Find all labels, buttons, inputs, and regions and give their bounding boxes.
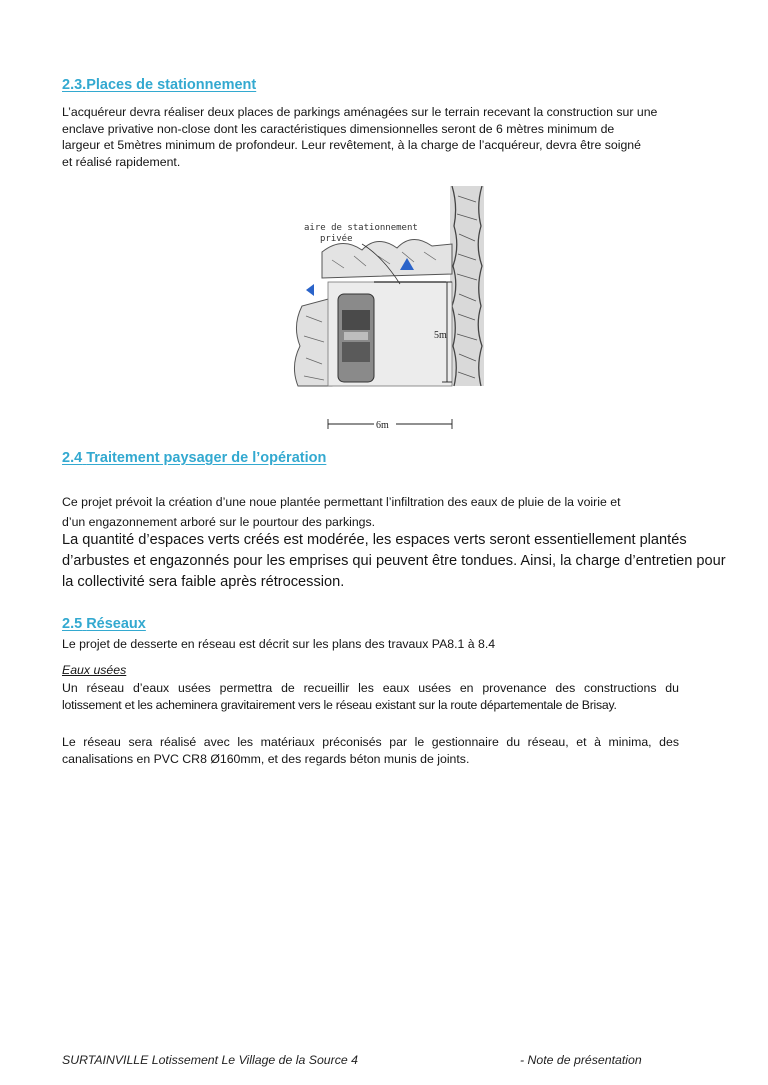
paragraph-line: Ce projet prévoit la création d’une noue plantée permettant l’infiltration des eaux de pluie de la voirie et (62, 495, 621, 509)
paragraph-line: la collectivité sera faible après rétrocession. (62, 574, 345, 590)
hedge-top (322, 239, 452, 278)
section-25-number: 2.5 (62, 616, 83, 632)
paragraph-line: L’acquéreur devra réaliser deux places de parkings aménagées sur le terrain recevant la construction sur une (62, 105, 658, 119)
paragraph-line: et réalisé rapidement. (62, 154, 181, 169)
section-24-paragraph-2 (62, 530, 732, 593)
paragraph-line: d’arbustes et engazonnés pour les emprises qui peuvent être tondues. Ainsi, la charge d’entretien pour (62, 553, 726, 569)
section-24-number: 2.4 (62, 450, 83, 466)
section-25-title: Réseaux (86, 616, 146, 632)
paragraph-line: lotissement et les acheminera gravitairement vers le réseau existant sur la route départementale de Brisay. (62, 697, 617, 712)
width-dimension-label: 6m (376, 420, 389, 430)
car-icon (338, 294, 374, 382)
depth-dimension-label: 5m (434, 330, 447, 341)
paragraph-line: La quantité d’espaces verts créés est modérée, les espaces verts seront essentiellement plantés (62, 532, 687, 548)
figure-label-line1: aire de stationnement (304, 223, 418, 233)
paragraph-line: canalisations en PVC CR8 Ø160mm, et des regards béton munis de joints. (62, 751, 470, 766)
section-25-intro: Le projet de desserte en réseau est décrit sur les plans des travaux PA8.1 à 8.4 (62, 637, 496, 651)
parking-sketch-figure (262, 186, 500, 430)
paragraph-line: Le réseau sera réalisé avec les matériaux préconisés par le gestionnaire du réseau, et à minima, des (62, 735, 679, 749)
section-23-heading (62, 76, 256, 94)
section-25-paragraph-1 (62, 680, 679, 713)
section-23-number: 2.3. (62, 77, 87, 93)
section-24-paragraph-1 (62, 492, 722, 532)
section-23-paragraph (62, 104, 722, 170)
figure-label-line2: privée (320, 234, 353, 244)
hedge-right (450, 186, 484, 386)
footer-left: SURTAINVILLE Lotissement Le Village de la Source 4 (62, 1053, 358, 1067)
section-25-subheading: Eaux usées (62, 663, 127, 677)
section-23-title: Places de stationnement (86, 77, 257, 93)
paragraph-line: d’un engazonnement arboré sur le pourtour des parkings. (62, 515, 376, 529)
paragraph-line: enclave privative non-close dont les caractéristiques dimensionnelles seront de 6 mètres minimum de (62, 121, 615, 136)
triangle-marker-icon (306, 284, 314, 296)
section-25-paragraph-2 (62, 734, 679, 767)
parking-sketch-drawing (262, 186, 500, 430)
footer-right: - Note de présentation (520, 1053, 642, 1067)
paragraph-line: largeur et 5mètres minimum de profondeur. Leur revêtement, à la charge de l’acquéreur, devra être soigné (62, 138, 641, 153)
hedge-left (294, 298, 332, 386)
paragraph-line: Un réseau d’eaux usées permettra de recueillir les eaux usées en provenance des constructions du (62, 681, 679, 695)
section-24-title: Traitement paysager de l’opération (86, 450, 327, 466)
section-24-heading (62, 449, 326, 467)
section-25-heading (62, 615, 146, 633)
